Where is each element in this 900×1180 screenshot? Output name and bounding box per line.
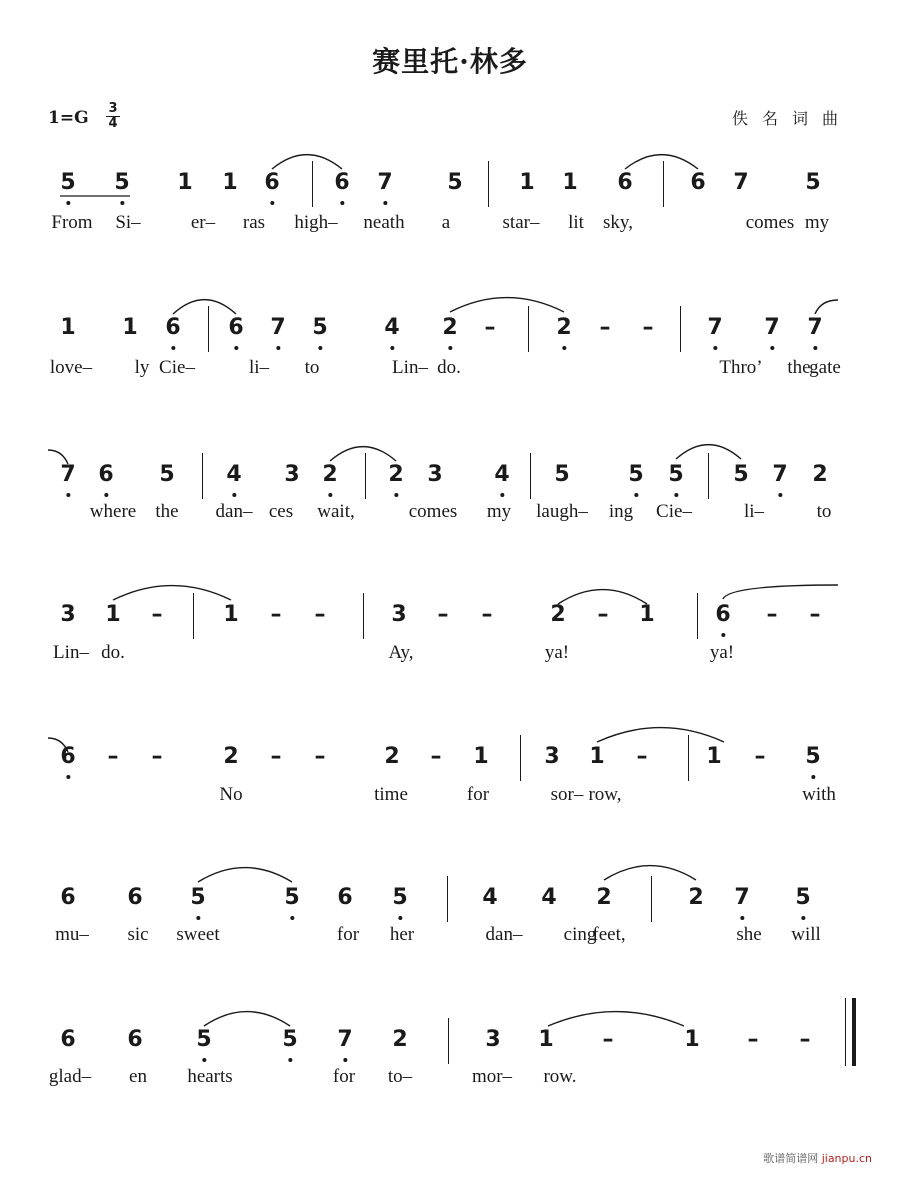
dash-extension: –: [437, 602, 449, 627]
song-title: 赛里托·林多: [372, 45, 528, 78]
note: 5: [447, 170, 463, 195]
lyric-syllable: ing: [608, 501, 634, 522]
note: 5: [312, 315, 328, 340]
note: 2: [550, 602, 566, 627]
dash-extension: –: [430, 744, 442, 769]
note: 5: [628, 462, 644, 487]
note: 1: [684, 1027, 700, 1052]
note: 2: [322, 462, 338, 487]
lyric-syllable: with: [802, 784, 836, 805]
lyric-syllable: wait,: [317, 501, 355, 522]
lyric-syllable: comes: [408, 501, 458, 522]
slur: [558, 590, 647, 604]
note: 2: [223, 744, 239, 769]
note: 4: [226, 462, 242, 487]
note: 6: [337, 885, 353, 910]
lyric-syllable: comes: [745, 212, 795, 233]
note: 3: [284, 462, 300, 487]
lyric-syllable: No: [219, 784, 243, 805]
lyric-syllable: sor–: [550, 784, 584, 805]
note: 7: [337, 1027, 353, 1052]
note: 3: [391, 602, 407, 627]
lyric-syllable: she: [736, 924, 762, 945]
note: 5: [60, 170, 76, 195]
note: 7: [377, 170, 393, 195]
note: 1: [473, 744, 489, 769]
key-signature: 1=G: [48, 108, 89, 128]
note: 6: [617, 170, 633, 195]
lyric-syllable: From: [51, 212, 93, 233]
note: 5: [733, 462, 749, 487]
lyric-syllable: mor–: [471, 1066, 513, 1087]
note: 1: [105, 602, 121, 627]
slur: [173, 300, 236, 314]
note: 6: [60, 1027, 76, 1052]
note: 5: [196, 1027, 212, 1052]
dash-extension: –: [270, 602, 282, 627]
tie-from-previous: [48, 738, 68, 752]
lyric-syllable: Cie–: [159, 357, 195, 378]
lyric-syllable: dan–: [485, 924, 523, 945]
lyric-syllable: mu–: [55, 924, 89, 945]
note: 6: [334, 170, 350, 195]
lyric-syllable: cing: [563, 924, 597, 945]
note: 4: [384, 315, 400, 340]
lyric-syllable: do.: [101, 642, 125, 663]
note: 1: [589, 744, 605, 769]
note: 5: [805, 744, 821, 769]
dash-extension: –: [107, 744, 119, 769]
note: 6: [60, 744, 76, 769]
note: 6: [690, 170, 706, 195]
lyric-syllable: gate: [809, 357, 841, 378]
lyric-syllable: to: [304, 357, 320, 378]
note: 2: [556, 315, 572, 340]
note: 5: [114, 170, 130, 195]
slur: [204, 1012, 290, 1026]
note: 1: [177, 170, 193, 195]
note: 6: [228, 315, 244, 340]
note: 7: [60, 462, 76, 487]
lyric-syllable: sweet: [176, 924, 220, 945]
dash-extension: –: [754, 744, 766, 769]
lyric-syllable: the: [155, 501, 179, 522]
note: 6: [127, 1027, 143, 1052]
lyric-syllable: my: [486, 501, 512, 522]
note: 5: [805, 170, 821, 195]
dash-extension: –: [314, 744, 326, 769]
dash-extension: –: [599, 315, 611, 340]
lyric-syllable: ras: [242, 212, 266, 233]
dash-extension: –: [597, 602, 609, 627]
lyric-syllable: for: [336, 924, 360, 945]
note: 1: [122, 315, 138, 340]
dash-extension: –: [484, 315, 496, 340]
note: 1: [538, 1027, 554, 1052]
note: 5: [554, 462, 570, 487]
time-signature-bottom: 4: [108, 116, 118, 131]
note: 7: [270, 315, 286, 340]
tie-from-previous: [48, 450, 68, 464]
dash-extension: –: [636, 744, 648, 769]
lyric-syllable: hearts: [187, 1066, 233, 1087]
lyric-syllable: dan–: [215, 501, 253, 522]
dash-extension: –: [270, 744, 282, 769]
dash-extension: –: [151, 602, 163, 627]
time-signature-top: 3: [108, 101, 118, 116]
dash-extension: –: [602, 1027, 614, 1052]
note: 3: [485, 1027, 501, 1052]
note: 4: [494, 462, 510, 487]
note: 4: [541, 885, 557, 910]
note: 1: [222, 170, 238, 195]
dash-extension: –: [314, 602, 326, 627]
note: 3: [60, 602, 76, 627]
dash-extension: –: [151, 744, 163, 769]
dash-extension: –: [809, 602, 821, 627]
note: 5: [795, 885, 811, 910]
lyric-syllable: laugh–: [536, 501, 588, 522]
dash-extension: –: [799, 1027, 811, 1052]
lyric-syllable: a: [441, 212, 451, 233]
note: 2: [812, 462, 828, 487]
dash-extension: –: [766, 602, 778, 627]
note: 5: [668, 462, 684, 487]
lyric-syllable: sic: [127, 924, 149, 945]
note: 7: [772, 462, 788, 487]
note: 1: [639, 602, 655, 627]
lyric-syllable: for: [466, 784, 490, 805]
lyric-syllable: li–: [248, 357, 270, 378]
lyric-syllable: ya!: [544, 642, 570, 663]
lyric-syllable: her: [389, 924, 415, 945]
lyric-syllable: Lin–: [53, 642, 89, 663]
slur: [198, 868, 292, 882]
lyric-syllable: high–: [294, 212, 338, 233]
lyric-syllable: neath: [363, 212, 405, 233]
slur: [272, 155, 342, 169]
note: 6: [264, 170, 280, 195]
credit: 佚名词曲: [731, 109, 852, 128]
note: 1: [519, 170, 535, 195]
slur: [597, 728, 724, 742]
tie-continuation: [815, 300, 838, 314]
lyric-syllable: li–: [743, 501, 765, 522]
lyric-syllable: feet,: [592, 924, 626, 945]
note: 1: [60, 315, 76, 340]
note: 6: [715, 602, 731, 627]
lyric-syllable: do.: [437, 357, 461, 378]
watermark-site: 歌谱简谱网: [763, 1152, 819, 1165]
lyric-syllable: Thro’: [719, 357, 763, 378]
slur: [113, 586, 231, 600]
lyric-syllable: en: [129, 1066, 147, 1087]
note: 7: [707, 315, 723, 340]
lyric-syllable: Lin–: [392, 357, 428, 378]
lyric-syllable: Si–: [115, 212, 141, 233]
slur: [450, 298, 564, 312]
note: 2: [442, 315, 458, 340]
lyric-syllable: to: [816, 501, 832, 522]
note: 4: [482, 885, 498, 910]
lyric-syllable: ya!: [709, 642, 735, 663]
slur: [330, 447, 396, 461]
lyric-syllable: er–: [190, 212, 216, 233]
lyric-syllable: will: [791, 924, 821, 945]
note: 7: [764, 315, 780, 340]
note: 1: [223, 602, 239, 627]
note: 7: [807, 315, 823, 340]
note: 7: [733, 170, 749, 195]
note: 1: [562, 170, 578, 195]
dash-extension: –: [481, 602, 493, 627]
lyric-syllable: ces: [268, 501, 294, 522]
note: 2: [384, 744, 400, 769]
lyric-syllable: where: [89, 501, 137, 522]
note: 5: [392, 885, 408, 910]
lyric-syllable: the: [787, 357, 811, 378]
slur: [604, 866, 696, 880]
slur: [625, 155, 698, 169]
note: 3: [427, 462, 443, 487]
lyric-syllable: row.: [543, 1066, 577, 1087]
note: 2: [688, 885, 704, 910]
note: 6: [127, 885, 143, 910]
lyric-syllable: glad–: [48, 1066, 92, 1087]
note: 2: [392, 1027, 408, 1052]
dash-extension: –: [747, 1027, 759, 1052]
note: 5: [159, 462, 175, 487]
note: 5: [284, 885, 300, 910]
watermark-domain: jianpu.cn: [821, 1152, 872, 1165]
lyric-syllable: star–: [502, 212, 540, 233]
note: 6: [98, 462, 114, 487]
note: 6: [165, 315, 181, 340]
slur: [548, 1012, 684, 1026]
note: 7: [734, 885, 750, 910]
lyric-syllable: love–: [49, 357, 93, 378]
slur: [676, 445, 741, 459]
lyric-syllable: Ay,: [388, 642, 414, 663]
dash-extension: –: [642, 315, 654, 340]
note: 3: [544, 744, 560, 769]
lyric-syllable: sky,: [603, 212, 633, 233]
watermark: [763, 1150, 872, 1166]
lyric-syllable: row,: [588, 784, 622, 805]
tie-continuation: [723, 585, 838, 599]
note: 1: [706, 744, 722, 769]
lyric-syllable: my: [804, 212, 830, 233]
lyric-syllable: to–: [387, 1066, 413, 1087]
note: 5: [282, 1027, 298, 1052]
note: 5: [190, 885, 206, 910]
note: 2: [388, 462, 404, 487]
lyric-syllable: ly: [134, 357, 150, 378]
lyric-syllable: time: [374, 784, 408, 805]
lyric-syllable: Cie–: [656, 501, 692, 522]
lyric-syllable: lit: [568, 212, 584, 233]
lyric-syllable: for: [332, 1066, 356, 1087]
note: 2: [596, 885, 612, 910]
note: 6: [60, 885, 76, 910]
